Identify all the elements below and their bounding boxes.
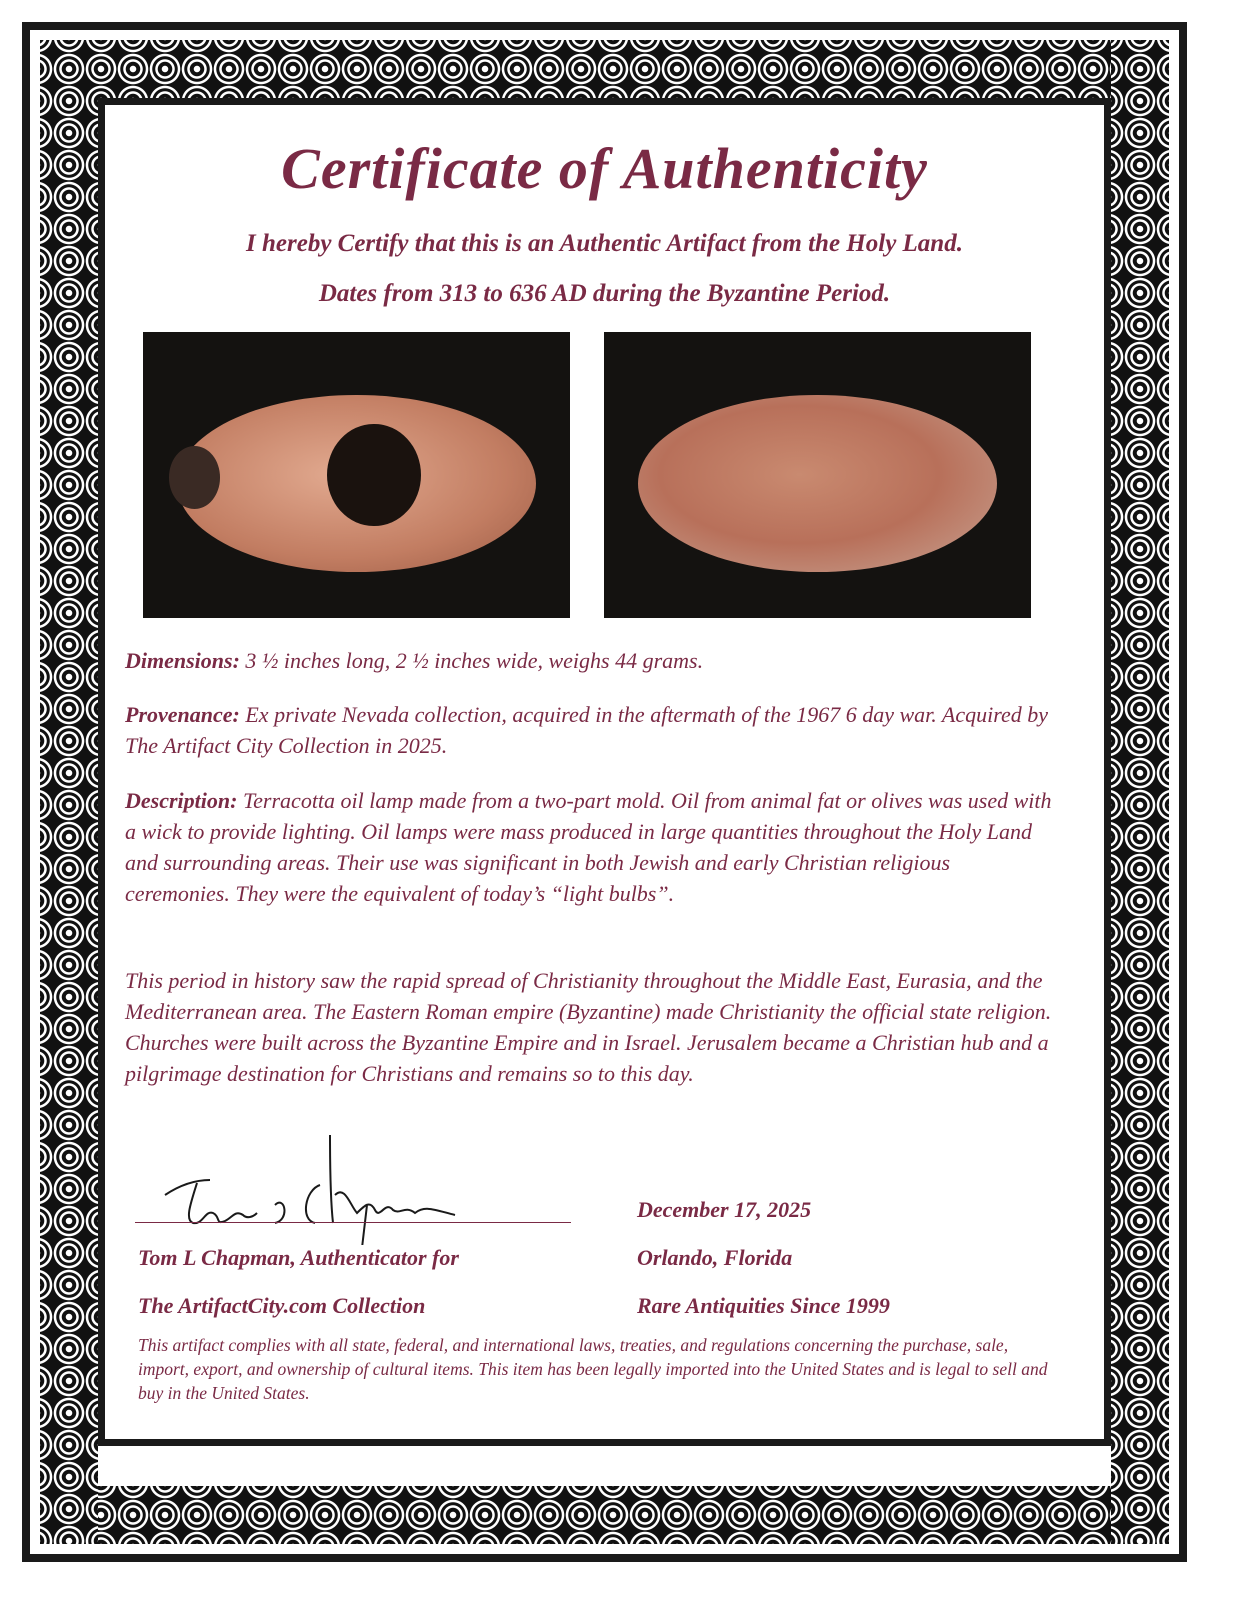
history-paragraph: This period in history saw the rapid spread of Christianity throughout the Middle East, Eurasia, and the Mediterranean area. The Eastern Roman empire (Byzantine) made Christianity the official state religion. Churches were built across the Byzantine Empire and in Israel. Jerusalem became a Christian hub and a pilgrimage destination for Christians and remains so to this day. [125, 968, 1052, 1086]
wick-hole [169, 446, 220, 509]
circle-border-bottom [40, 1486, 1169, 1544]
authenticator-name: Tom L Chapman, Authenticator for [138, 1245, 459, 1270]
artifact-photo-top [143, 332, 570, 618]
circle-border-top [40, 40, 1169, 98]
circle-border-right [1111, 40, 1169, 1544]
fill-hole [327, 424, 421, 527]
provenance-text: Ex private Nevada collection, acquired in the aftermath of the 1967 6 day war. Acquired by The Artifact City Collection in 2025. [125, 702, 1048, 758]
tagline: Rare Antiquities Since 1999 [637, 1293, 890, 1318]
legal-notice: This artifact complies with all state, federal, and international laws, treaties, and regulations concerning the purchase, sale, import, export, and ownership of cultural items. This item has been legally imported into the United States and is legal to sell and buy in the United States. [138, 1335, 1048, 1403]
circle-border-left [40, 40, 98, 1544]
certification-statement: I hereby Certify that this is an Authentic Artifact from the Holy Land. [246, 230, 963, 257]
dimensions-text: 3 ½ inches long, 2 ½ inches wide, weighs 44 grams. [239, 648, 704, 673]
certificate-title: Certificate of Authenticity [281, 136, 928, 201]
artifact-photo-bottom [604, 332, 1031, 618]
provenance-label: Provenance: [125, 702, 240, 727]
oil-lamp-bottom-view [638, 395, 997, 572]
description-paragraph [125, 785, 1055, 909]
description-text: Terracotta oil lamp made from a two-part mold. Oil from animal fat or olives was used with a wick to provide lighting. Oil lamps were mass produced in large quantities throughout the Holy Land and surrounding areas. Their use was significant in both Jewish and early Christian religious ceremonies. They were the equivalent of today’s “light bulbs”. [125, 788, 1052, 906]
collection-name: The ArtifactCity.com Collection [138, 1293, 426, 1318]
dimensions-label: Dimensions: [125, 648, 240, 673]
handwritten-signature [135, 1125, 571, 1245]
certificate-date: December 17, 2025 [637, 1197, 812, 1222]
signature-line [135, 1222, 571, 1223]
dimensions-paragraph [125, 645, 1055, 676]
location: Orlando, Florida [637, 1245, 793, 1270]
description-label: Description: [125, 788, 238, 813]
provenance-paragraph [125, 699, 1055, 761]
date-range: Dates from 313 to 636 AD during the Byzantine Period. [318, 280, 891, 307]
certificate-body [105, 105, 1104, 1439]
